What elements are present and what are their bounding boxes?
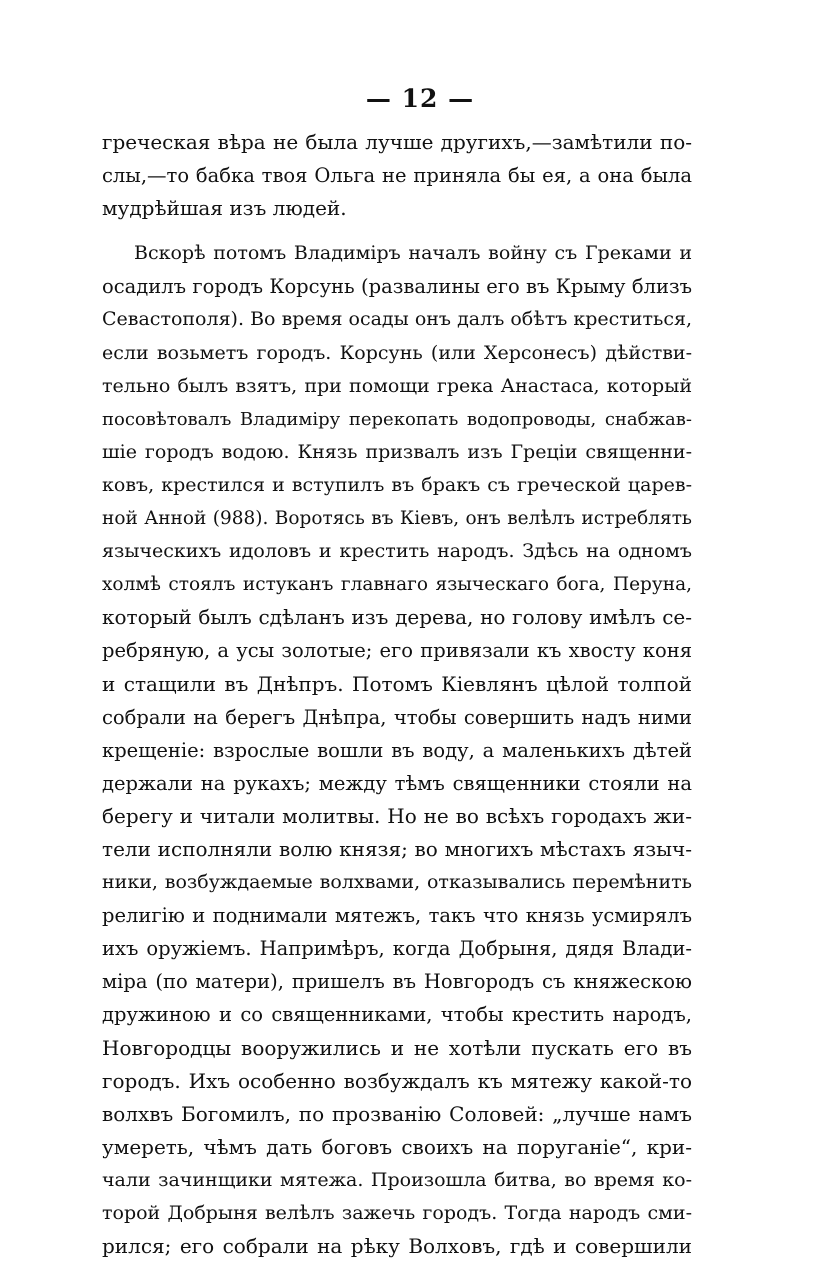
text-line: слы,—то бабка твоя Ольга не приняла бы ея, а она была [102,164,692,188]
text-line: умереть, чѣмъ дать боговъ своихъ на поруганіе“, кри- [102,1134,692,1159]
text-line: берегу и читали молитвы. Но не во всѣхъ городахъ жи- [102,803,692,828]
text-line: и стащили въ Днѣпръ. Потомъ Кіевлянъ цѣлой толпой [102,671,692,696]
text-line: холмѣ стоялъ истуканъ главнаго языческаго бога, Перуна, [102,574,692,596]
text-line: греческая вѣра не была лучше другихъ,—замѣтили по- [102,130,692,154]
text-line: собрали на берегъ Днѣпра, чтобы совершить надъ ними [102,705,692,729]
text-line: мудрѣйшая изъ людей. [102,196,347,221]
paragraph-1 [102,126,692,225]
text-line: посовѣтовалъ Владиміру перекопать водопроводы, снабжав- [102,408,692,430]
paragraph-2 [102,237,692,1263]
text-line: ной Анной (988). Воротясь въ Кіевъ, онъ велѣлъ истреблять [102,508,692,530]
text-line: Вскорѣ потомъ Владиміръ началъ войну съ Греками и [134,242,692,265]
text-line: волхвъ Богомилъ, по прозванію Соловей: „лучше намъ [102,1101,692,1126]
page-number: — 12 — [365,84,475,113]
text-line: дружиною и со священниками, чтобы крестить народъ, [102,1003,692,1027]
text-line: рился; его собрали на рѣку Волховъ, гдѣ и совершили [102,1234,692,1259]
text-line: міра (по матери), пришелъ въ Новгородъ съ княжескою [102,970,692,994]
text-line: чали зачинщики мятежа. Произошла битва, во время ко- [102,1168,692,1191]
text-line: крещеніе: взрослые вошли въ воду, а маленькихъ дѣтей [102,738,692,762]
text-line: тели исполняли волю князя; во многихъ мѣстахъ языч- [102,836,692,861]
text-line: ковъ, крестился и вступилъ въ бракъ съ греческой царев- [102,473,692,496]
text-line: если возьметъ городъ. Корсунь (или Херсонесъ) дѣйстви- [102,341,692,364]
text-line: тельно былъ взятъ, при помощи грека Анастаса, который [102,374,692,397]
text-line: торой Добрыня велѣлъ зажечь городъ. Тогда народъ сми- [102,1202,692,1224]
text-line: городъ. Ихъ особенно возбуждалъ къ мятежу какой-то [102,1068,692,1093]
text-line: держали на рукахъ; между тѣмъ священники стояли на [102,771,692,795]
paragraph-gap [102,225,692,237]
body-text [102,126,692,1263]
text-line: осадилъ городъ Корсунь (развалины его въ Крыму близъ [102,275,692,299]
text-line: ребряную, а усы золотые; его привязали къ хвосту коня [102,639,692,663]
text-line: Новгородцы вооружились и не хотѣли пускать его въ [102,1035,692,1060]
text-line: ихъ оружіемъ. Напримѣръ, когда Добрыня, дядя Влади- [102,937,692,961]
text-line: языческихъ идоловъ и крестить народъ. Здѣсь на одномъ [102,540,692,563]
text-line: Севастополя). Во время осады онъ далъ обѣтъ креститься, [102,308,692,331]
text-line: религію и поднимали мятежъ, такъ что князь усмирялъ [102,904,692,928]
text-line: ники, возбуждаемые волхвами, отказывались перемѣнить [102,871,692,894]
text-line: шіе городъ водою. Князь призвалъ изъ Греціи священни- [102,440,692,463]
text-line: который былъ сдѣланъ изъ дерева, но голову имѣлъ се- [102,605,692,630]
